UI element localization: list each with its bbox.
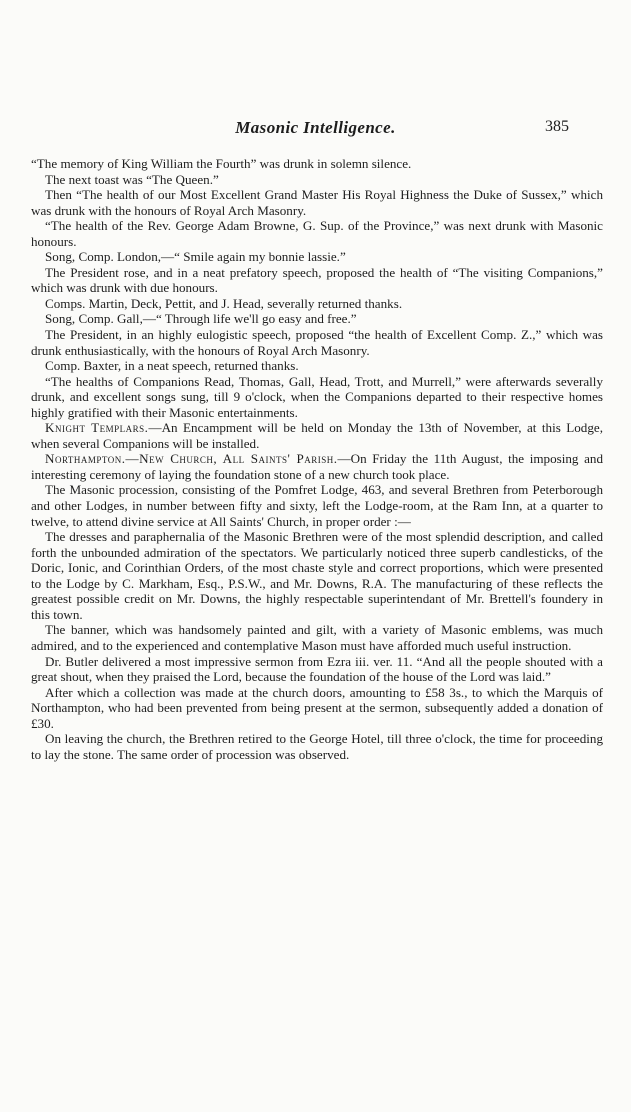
running-title: Masonic Intelligence.: [235, 118, 396, 137]
paragraph-comps-thanks: Comps. Martin, Deck, Pettit, and J. Head, severally returned thanks.: [45, 295, 403, 311]
paragraph-song-gall: Song, Comp. Gall,—“ Through life we'll go easy and free.”: [45, 311, 357, 327]
paragraph-baxter-thanks: Comp. Baxter, in a neat speech, returned thanks.: [45, 358, 299, 374]
paragraph-toast-grand-master: Then “The health of our Most Excellent Grand Master His Royal Highness the Duke of Sussex,” which was drunk with the honours of Royal Arch Masonry.: [31, 187, 603, 218]
running-header: [0, 118, 631, 142]
paragraph-collection: After which a collection was made at the church doors, amounting to £58 3s., to which the Marquis of Northampton, who had been prevented from being present at the sermon, subsequently added a donation of £30.: [31, 684, 603, 731]
paragraph-procession: The Masonic procession, consisting of the Pomfret Lodge, 463, and several Brethren from Peterborough and other Lodges, in number between fifty and sixty, left the Lodge-room, at the Ram Inn, at a quarter to twelve, to attend divine service at All Saints' Church, in proper order :—: [31, 482, 603, 529]
paragraph-banner: The banner, which was handsomely painted and gilt, with a variety of Masonic emblems, was much admired, and to the experienced and contemplative Mason must have afforded much useful instruction.: [31, 622, 603, 653]
section-heading: Knight Templars.: [45, 420, 149, 436]
article-body: [31, 156, 603, 762]
page-number: 385: [545, 118, 569, 135]
paragraph-toast-browne: “The health of the Rev. George Adam Browne, G. Sup. of the Province,” was next drunk with Masonic honours.: [31, 218, 603, 249]
paragraph-dresses: The dresses and paraphernalia of the Masonic Brethren were of the most splendid description, and called forth the unbounded admiration of the spectators. We particularly noticed three superb candlesticks, of the Doric, Ionic, and Corinthian Orders, of the most chaste style and correct proportions, which were presented to the Lodge by C. Markham, Esq., P.S.W., and Mr. Downs, R.A. The manufacturing of these reflects the greatest possible credit on Mr. Downs, the highly respectable superintendant of Mr. Brettell's foundery in this town.: [31, 529, 603, 622]
section-heading: Northampton.—New Church, All Saints' Parish.: [45, 451, 338, 467]
paragraph-healths-companions: “The healths of Companions Read, Thomas, Gall, Head, Trott, and Murrell,” were afterwards severally drunk, and excellent songs sung, till 9 o'clock, when the Companions departed to their respective homes highly gratified with their Masonic entertainments.: [31, 373, 603, 420]
paragraph-toast-king: “The memory of King William the Fourth” was drunk in solemn silence.: [31, 156, 412, 171]
paragraph-leaving-church: On leaving the church, the Brethren retired to the George Hotel, till three o'clock, the time for proceeding to lay the stone. The same order of procession was observed.: [31, 731, 603, 762]
paragraph-song-london: Song, Comp. London,—“ Smile again my bonnie lassie.”: [45, 249, 346, 265]
paragraph-president-visiting: The President rose, and in a neat prefatory speech, proposed the health of “The visiting Companions,” which was drunk with due honours.: [31, 264, 603, 296]
paragraph-northampton: Northampton.—New Church, All Saints' Parish.—On Friday the 11th August, the imposing and interesting ceremony of laying the foundation stone of a new church took place.: [31, 451, 603, 482]
paragraph-president-eulogy: The President, in an highly eulogistic speech, proposed “the health of Excellent Comp. Z.,” which was drunk enthusiastically, with the honours of Royal Arch Masonry.: [31, 327, 603, 358]
paragraph-toast-queen: The next toast was “The Queen.”: [45, 171, 219, 187]
paragraph-sermon: Dr. Butler delivered a most impressive sermon from Ezra iii. ver. 11. “And all the people shouted with a great shout, when they praised the Lord, because the foundation of the house of the Lord was laid.”: [31, 653, 603, 685]
paragraph-knight-templars: Knight Templars.—An Encampment will be held on Monday the 13th of November, at this Lodge, when several Companions will be installed.: [31, 420, 603, 451]
